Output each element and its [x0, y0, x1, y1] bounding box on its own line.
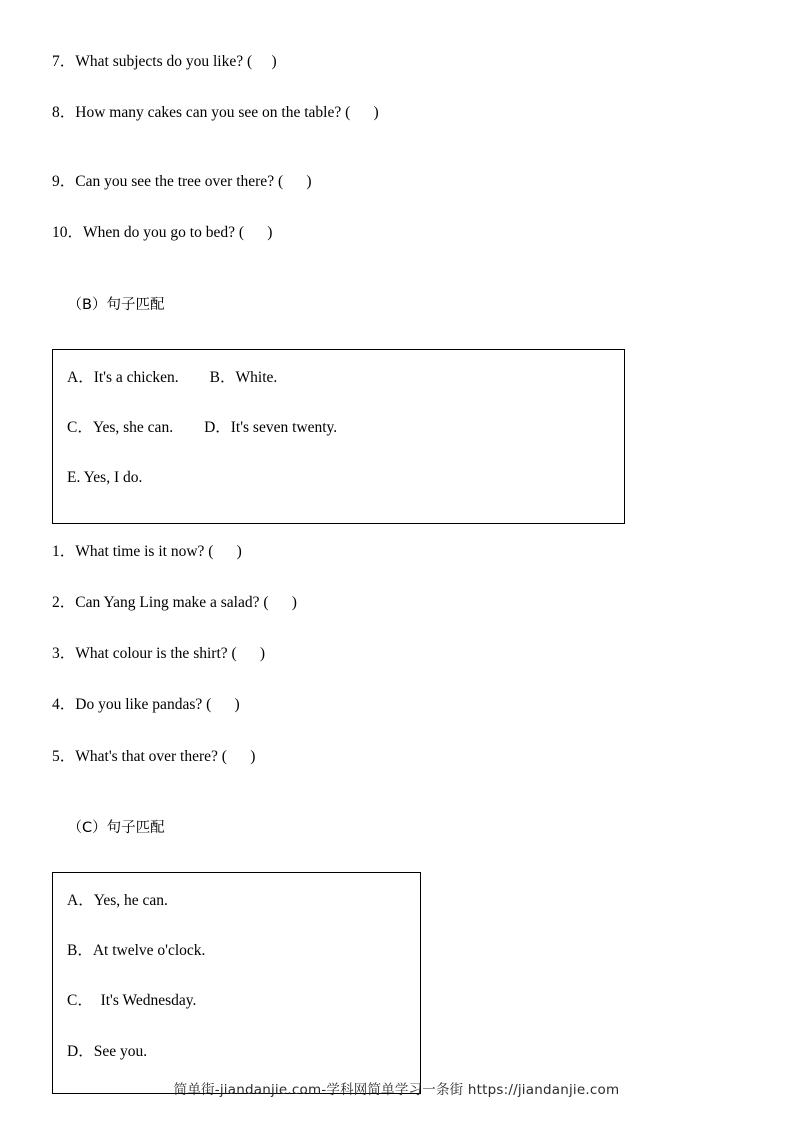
section-b-question-1: 1．What time is it now? ( ): [52, 542, 242, 560]
page-footer: 简单街-jiandanjie.com-学科网简单学习一条街 https://jiandanjie.com: [173, 1082, 620, 1098]
section-b-title-text: （B）句子匹配: [67, 296, 165, 313]
section-b-question-5: 5．What's that over there? ( ): [52, 747, 256, 765]
section-c-option-b: B．At twelve o'clock.: [67, 942, 206, 960]
section-b-question-3: 3．What colour is the shirt? ( ): [52, 645, 266, 663]
section-b-question-4: 4．Do you like pandas? ( ): [52, 696, 240, 714]
section-c-option-a: A．Yes, he can.: [67, 892, 168, 910]
section-b-title: [52, 275, 733, 335]
section-b-question-2: 2．Can Yang Ling make a salad? ( ): [52, 594, 297, 612]
section-c-options-box: [52, 872, 421, 1094]
section-c-option-c: C． It's Wednesday.: [67, 992, 197, 1010]
question-7: 7．What subjects do you like? ( ): [52, 53, 277, 70]
section-b-option-line-2: C．Yes, she can. D．It's seven twenty.: [67, 419, 338, 437]
section-c-title: [52, 798, 733, 858]
question-9: 9．Can you see the tree over there? ( ): [52, 173, 312, 191]
section-b-option-line-3: E. Yes, I do.: [67, 469, 143, 487]
section-c-option-d: D．See you.: [67, 1042, 148, 1060]
section-b-option-line-1: A．It's a chicken. B．White.: [67, 368, 278, 386]
section-b-options-box: [52, 349, 625, 524]
question-8: 8．How many cakes can you see on the table? ( ): [52, 104, 379, 122]
question-10: 10．When do you go to bed? ( ): [52, 224, 273, 242]
section-c-title-text: （C）句子匹配: [67, 819, 165, 836]
